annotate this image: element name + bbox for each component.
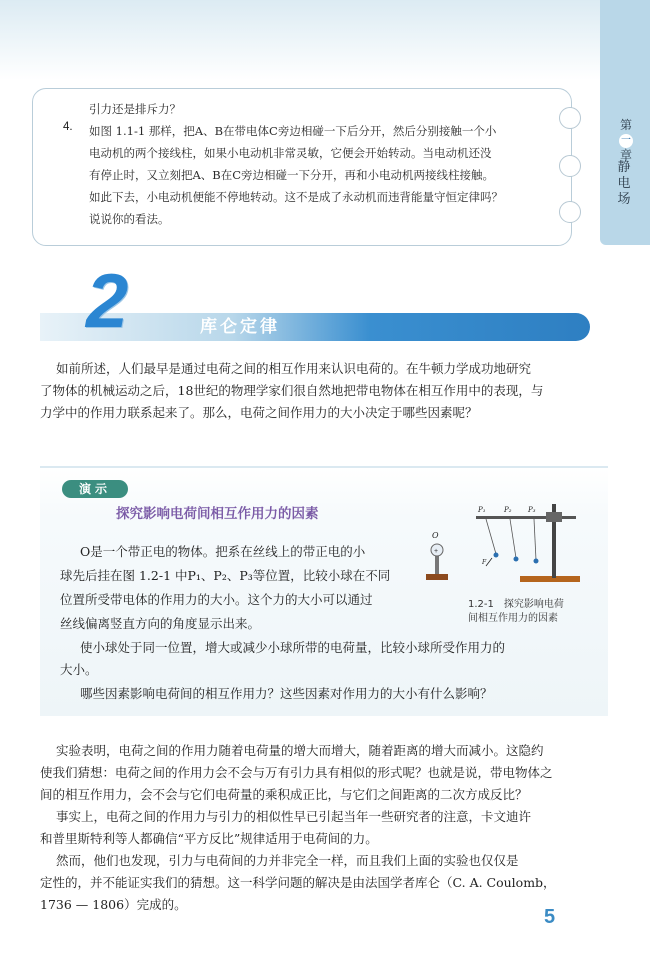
force-arrow <box>486 558 492 566</box>
figure-caption: 间相互作用力的因素 <box>468 613 558 624</box>
body-line: 实验表明，电荷之间的作用力随着电荷量的增大而增大，随着距离的增大而减小。这隐约 <box>56 743 544 758</box>
insulated-base <box>426 574 448 580</box>
demo-line: 使小球处于同一位置，增大或减少小球所带的电荷量，比较小球所受作用力的 <box>80 640 506 655</box>
exercise-prev-line: 引力还是排斥力？ <box>89 102 181 116</box>
exercise-line: 有停止时，又立刻把A、B在C旁边相碰一下分开，再和小电动机两接线柱接触。 <box>89 168 495 182</box>
ball-p3 <box>534 559 539 564</box>
exercise-line: 电动机的两个接线柱，如果小电动机非常灵敏，它便会开始转动。当电动机还没 <box>89 146 492 160</box>
stand-base <box>520 576 580 582</box>
chapter-suffix: 章 <box>619 148 632 162</box>
label-f: F <box>482 559 487 566</box>
label-p1: P₁ <box>478 506 486 514</box>
exercise-number: 4. <box>63 121 73 133</box>
chapter-number: 一 <box>621 135 631 146</box>
demo-title: 探究影响电荷间相互作用力的因素 <box>116 506 319 522</box>
intro-line: 了物体的机械运动之后，18世纪的物理学家们很自然地把带电物体在相互作用中的表现，与 <box>40 383 544 398</box>
binder-ring-icon <box>559 107 581 129</box>
demo-line: 丝线偏离竖直方向的角度显示出来。 <box>60 616 261 631</box>
demo-line: 位置所受带电体的作用力的大小。这个力的大小可以通过 <box>60 592 373 607</box>
ball-p2 <box>514 557 519 562</box>
charged-sign-icon: + <box>434 548 439 555</box>
chapter-side-tab <box>600 0 650 245</box>
chapter-prefix: 第 <box>619 118 632 132</box>
body-line: 和普里斯特利等人都确信“平方反比”规律适用于电荷间的力。 <box>40 831 378 846</box>
figure-caption: 1.2-1 探究影响电荷 <box>468 599 564 610</box>
label-o: O <box>432 531 439 540</box>
demo-line: O是一个带正电的物体。把系在丝线上的带正电的小 <box>80 544 366 559</box>
exercise-box <box>32 88 572 246</box>
demo-line: 哪些因素影响电荷间的相互作用力？这些因素对作用力的大小有什么影响？ <box>80 686 493 701</box>
body-line: 1736 — 1806）完成的。 <box>40 897 187 912</box>
body-line: 间的相互作用力，会不会与它们电荷量的乘积成正比，与它们之间距离的二次方成反比？ <box>40 787 528 802</box>
ball-p1 <box>494 553 499 558</box>
body-line: 使我们猜想：电荷之间的作用力会不会与万有引力具有相似的形式呢？也就是说，带电物体之 <box>40 765 553 780</box>
thread-p1 <box>486 519 496 554</box>
body-line: 然而，他们也发现，引力与电荷间的力并非完全一样，而且我们上面的实验也仅仅是 <box>56 853 519 868</box>
stand-clamp <box>546 512 562 522</box>
intro-line: 如前所述，人们最早是通过电荷之间的相互作用来认识电荷的。在牛顿力学成功地研究 <box>56 361 532 376</box>
section-number: 2 <box>86 259 129 344</box>
section-title: 库仑定律 <box>200 317 280 337</box>
label-p2: P₂ <box>504 506 512 514</box>
binder-ring-icon <box>559 155 581 177</box>
thread-p3 <box>534 519 536 560</box>
body-line: 定性的，并不能证实我们的猜想。这一科学问题的解决是由法国学者库仑（C. A. Coulomb， <box>40 875 556 890</box>
exercise-line: 如图 1.1-1 那样，把A、B在带电体C旁边相碰一下后分开，然后分别接触一个小 <box>89 124 497 138</box>
thread-p2 <box>510 519 516 558</box>
demo-line: 大小。 <box>60 662 98 677</box>
apparatus-figure <box>420 496 590 596</box>
demo-tag: 演示 <box>62 480 128 498</box>
exercise-line: 如此下去，小电动机便能不停地转动。这不是成了永动机而违背能量守恒定律吗？ <box>89 190 503 204</box>
page-number: 5 <box>544 906 556 928</box>
chapter-name: 静电场 <box>617 160 631 207</box>
label-p3: P₃ <box>528 506 536 514</box>
body-line: 事实上，电荷之间的作用力与引力的相似性早已引起当年一些研究者的注意，卡文迪许 <box>56 809 532 824</box>
binder-ring-icon <box>559 201 581 223</box>
chapter-label <box>606 118 646 162</box>
intro-line: 力学中的作用力联系起来了。那么，电荷之间作用力的大小决定于哪些因素呢？ <box>40 405 478 420</box>
exercise-line: 说说你的看法。 <box>89 212 170 226</box>
page-top-gradient <box>0 0 650 80</box>
demo-line: 球先后挂在图 1.2-1 中P₁、P₂、P₃等位置，比较小球在不同 <box>60 568 391 583</box>
